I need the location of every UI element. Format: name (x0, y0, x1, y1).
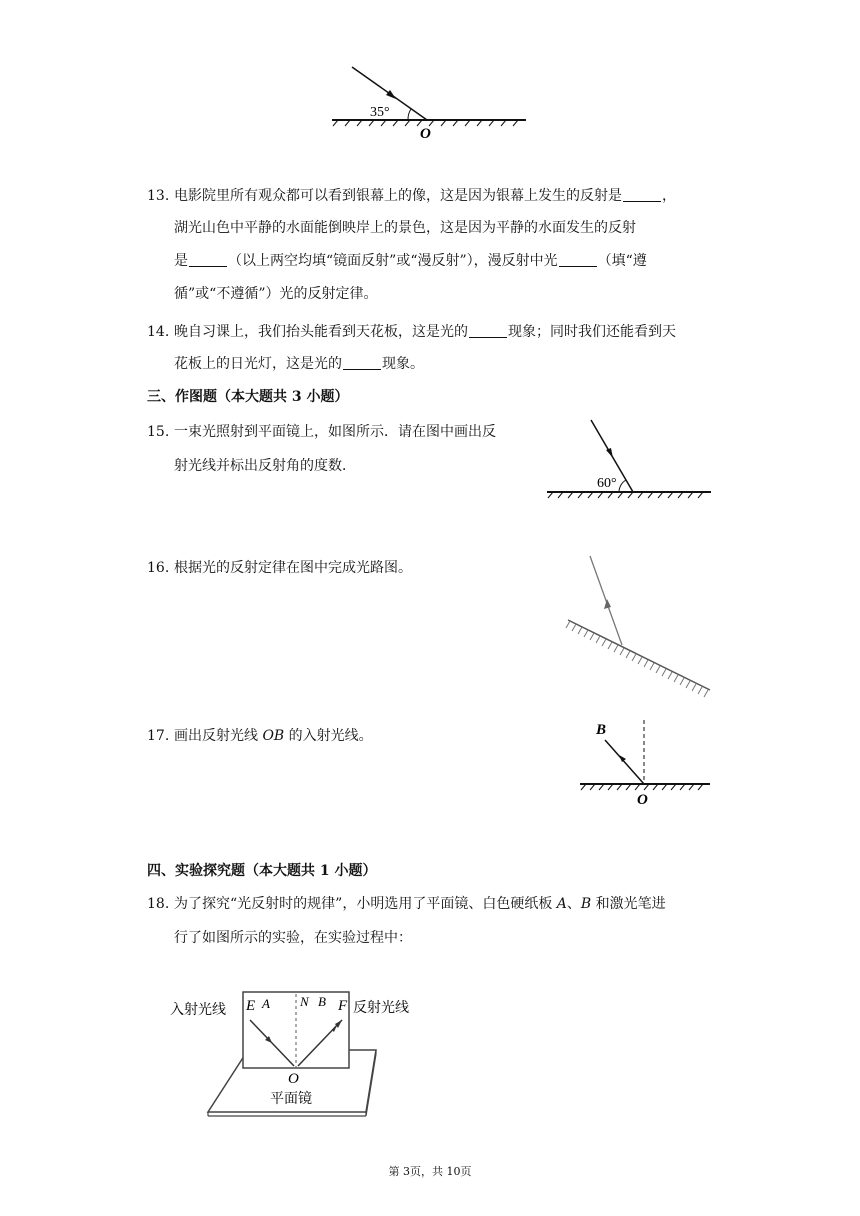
q17-label-o: O (637, 792, 648, 808)
q14-text-1a: 晚自习课上，我们抬头能看到天花板，这是光的 (174, 324, 468, 340)
q13-blank-1[interactable] (623, 187, 661, 202)
q18-label-o: O (288, 1071, 299, 1087)
q15-line2: 射光线并标出反射角的度数． (174, 458, 356, 474)
q18-text-1b: A (556, 896, 567, 912)
angle-label: 35° (370, 105, 390, 120)
section-4-heading: 四、实验探究题（本大题共 1 小题） (147, 863, 377, 879)
q14-number: 14. (147, 324, 170, 340)
section-3-heading: 三、作图题（本大题共 3 小题） (147, 389, 349, 405)
q18-reflected-label: 反射光线 (353, 1001, 409, 1016)
q18-text-1e: 和激光笔进 (591, 896, 666, 912)
q14-blank-2[interactable] (343, 355, 381, 370)
q18-text-1c: 、 (566, 896, 581, 912)
q13-line1 (174, 186, 676, 206)
q15-angle-label: 60° (597, 476, 617, 491)
q17-text-b: OB (262, 728, 285, 744)
figure-35-degree (330, 62, 530, 142)
q18-label-e: E (246, 998, 256, 1014)
q14-text-2a: 花板上的日光灯，这是光的 (174, 356, 342, 372)
q18-incident-label: 入射光线 (170, 1003, 226, 1018)
q15-number: 15. (147, 424, 170, 440)
q17-number: 17. (147, 728, 170, 744)
q14-text-1b: 现象；同时我们还能看到天 (508, 324, 676, 340)
q18-label-a: A (262, 996, 270, 1011)
q13-line3 (174, 251, 647, 271)
q18-mirror-label: 平面镜 (270, 1092, 312, 1107)
q18-line2: 行了如图所示的实验，在实验过程中： (174, 930, 412, 946)
q17-text-a: 画出反射光线 (174, 728, 263, 744)
q15-line1: 一束光照射到平面镜上，如图所示．请在图中画出反 (174, 424, 496, 440)
figure-q18-experiment (170, 988, 430, 1120)
q14-text-2b: 现象。 (382, 356, 424, 372)
figure-q17 (578, 716, 713, 808)
q18-label-n: N (300, 994, 309, 1009)
q14-blank-1[interactable] (469, 323, 507, 338)
q13-text-1a: 电影院里所有观众都可以看到银幕上的像，这是因为银幕上发生的反射是 (174, 188, 622, 204)
page-footer: 第 3页，共 10页 (388, 1165, 472, 1178)
q16-text: 根据光的反射定律在图中完成光路图。 (174, 560, 412, 576)
q18-label-b: B (318, 994, 326, 1009)
q13-text-3c: （填“遵 (597, 253, 647, 269)
q18-number: 18. (147, 896, 170, 912)
q16-number: 16. (147, 560, 170, 576)
figure-q16 (560, 552, 715, 702)
point-o-label: O (420, 126, 431, 142)
q14-line1 (174, 322, 676, 342)
q14-line2 (174, 354, 424, 374)
q13-text-3b: （以上两空均填“镜面反射”或“漫反射”），漫反射中光 (228, 253, 558, 269)
q13-blank-2[interactable] (189, 252, 227, 267)
q13-text-1b: ， (662, 188, 676, 204)
q13-text-3a: 是 (174, 253, 188, 269)
q17-label-b: B (596, 722, 607, 738)
figure-q15 (545, 416, 713, 506)
q13-number: 13. (147, 188, 170, 204)
q13-line4: 循”或“不遵循”）光的反射定律。 (174, 286, 378, 302)
q18-label-f: F (338, 998, 348, 1014)
q13-blank-3[interactable] (559, 252, 597, 267)
q18-text-1a: 为了探究“光反射时的规律”，小明选用了平面镜、白色硬纸板 (174, 896, 557, 912)
q17-text-c: 的入射光线。 (284, 728, 373, 744)
q18-text-1d: B (580, 896, 592, 912)
q13-line2: 湖光山色中平静的水面能倒映岸上的景色，这是因为平静的水面发生的反射 (174, 220, 636, 236)
q17-text (174, 726, 373, 746)
q18-line1 (174, 894, 666, 914)
